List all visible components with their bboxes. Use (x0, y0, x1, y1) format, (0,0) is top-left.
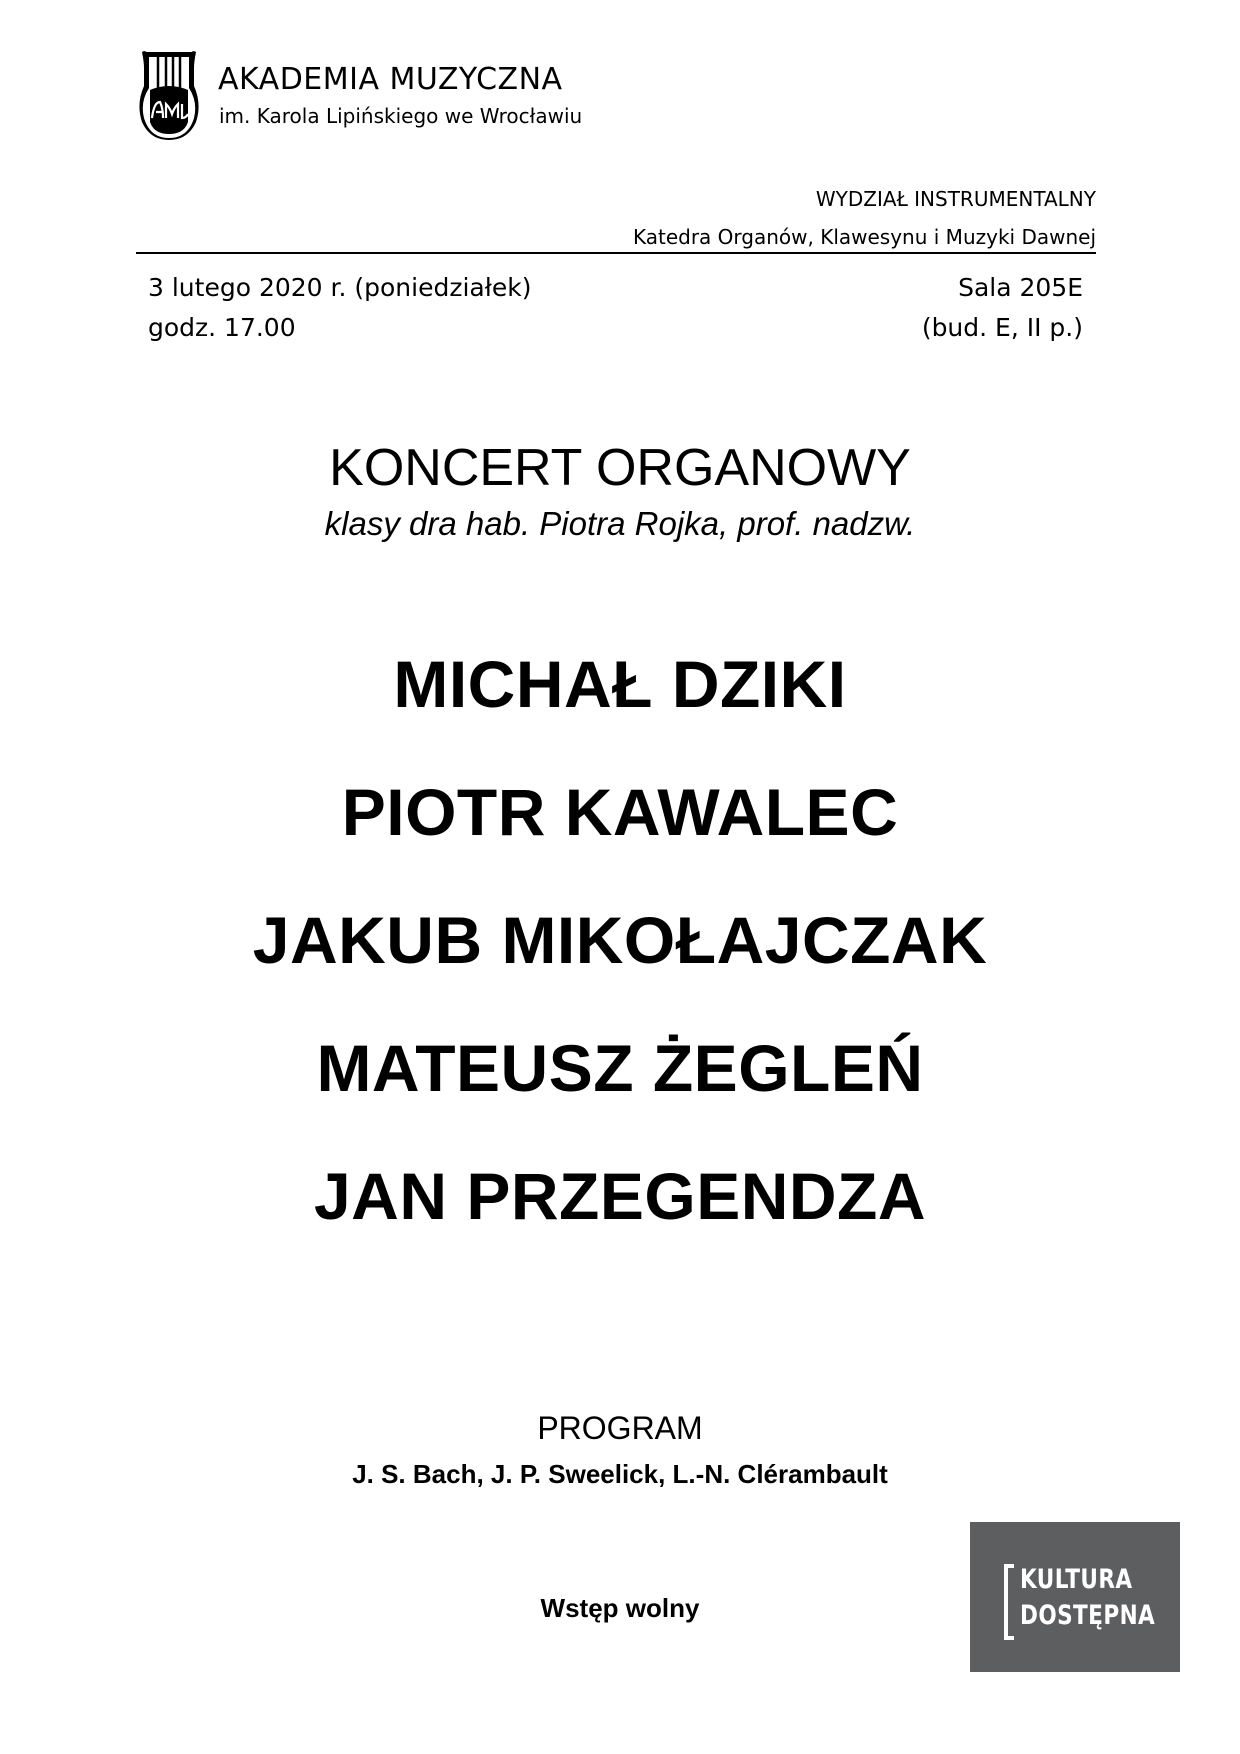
concert-title: KONCERT ORGANOWY (329, 439, 911, 497)
event-room: Sala 205E (958, 273, 1083, 302)
badge-line-2: DOSTĘPNA (1020, 1600, 1156, 1631)
performers-list (0, 620, 1240, 1260)
faculty-name: WYDZIAŁ INSTRUMENTALNY (815, 187, 1096, 211)
performer-name: JAN PRZEGENDZA (313, 1159, 927, 1233)
performer-name: MATEUSZ ŻEGLEŃ (316, 1031, 924, 1105)
performer-name: PIOTR KAWALEC (341, 775, 899, 849)
header-divider (136, 252, 1096, 254)
performer-name: MICHAŁ DZIKI (393, 647, 847, 721)
event-datetime (148, 268, 531, 348)
badge-line-1: KULTURA (1020, 1564, 1133, 1595)
kultura-dostepna-badge (970, 1522, 1180, 1672)
admission-note: Wstęp wolny (540, 1593, 700, 1623)
program-heading: PROGRAM (537, 1410, 703, 1446)
program-composers: J. S. Bach, J. P. Sweelick, L.-N. Clérambault (352, 1459, 888, 1489)
lyre-logo-icon (136, 48, 202, 140)
concert-subtitle: klasy dra hab. Piotra Rojka, prof. nadzw. (324, 505, 916, 542)
event-building: (bud. E, II p.) (921, 313, 1083, 342)
badge-text (1020, 1562, 1155, 1634)
department-name: Katedra Organów, Klawesynu i Muzyki Dawnej (632, 225, 1096, 249)
faculty-block (633, 180, 1096, 256)
performer-name: JAKUB MIKOŁAJCZAK (252, 903, 988, 977)
event-venue (922, 268, 1083, 348)
event-date: 3 lutego 2020 r. (poniedziałek) (148, 273, 532, 302)
institution-subtitle: im. Karola Lipińskiego we Wrocławiu (219, 104, 583, 128)
event-time: godz. 17.00 (148, 313, 296, 342)
institution-name: AKADEMIA MUZYCZNA (218, 62, 563, 97)
bracket-icon (1004, 1564, 1014, 1640)
